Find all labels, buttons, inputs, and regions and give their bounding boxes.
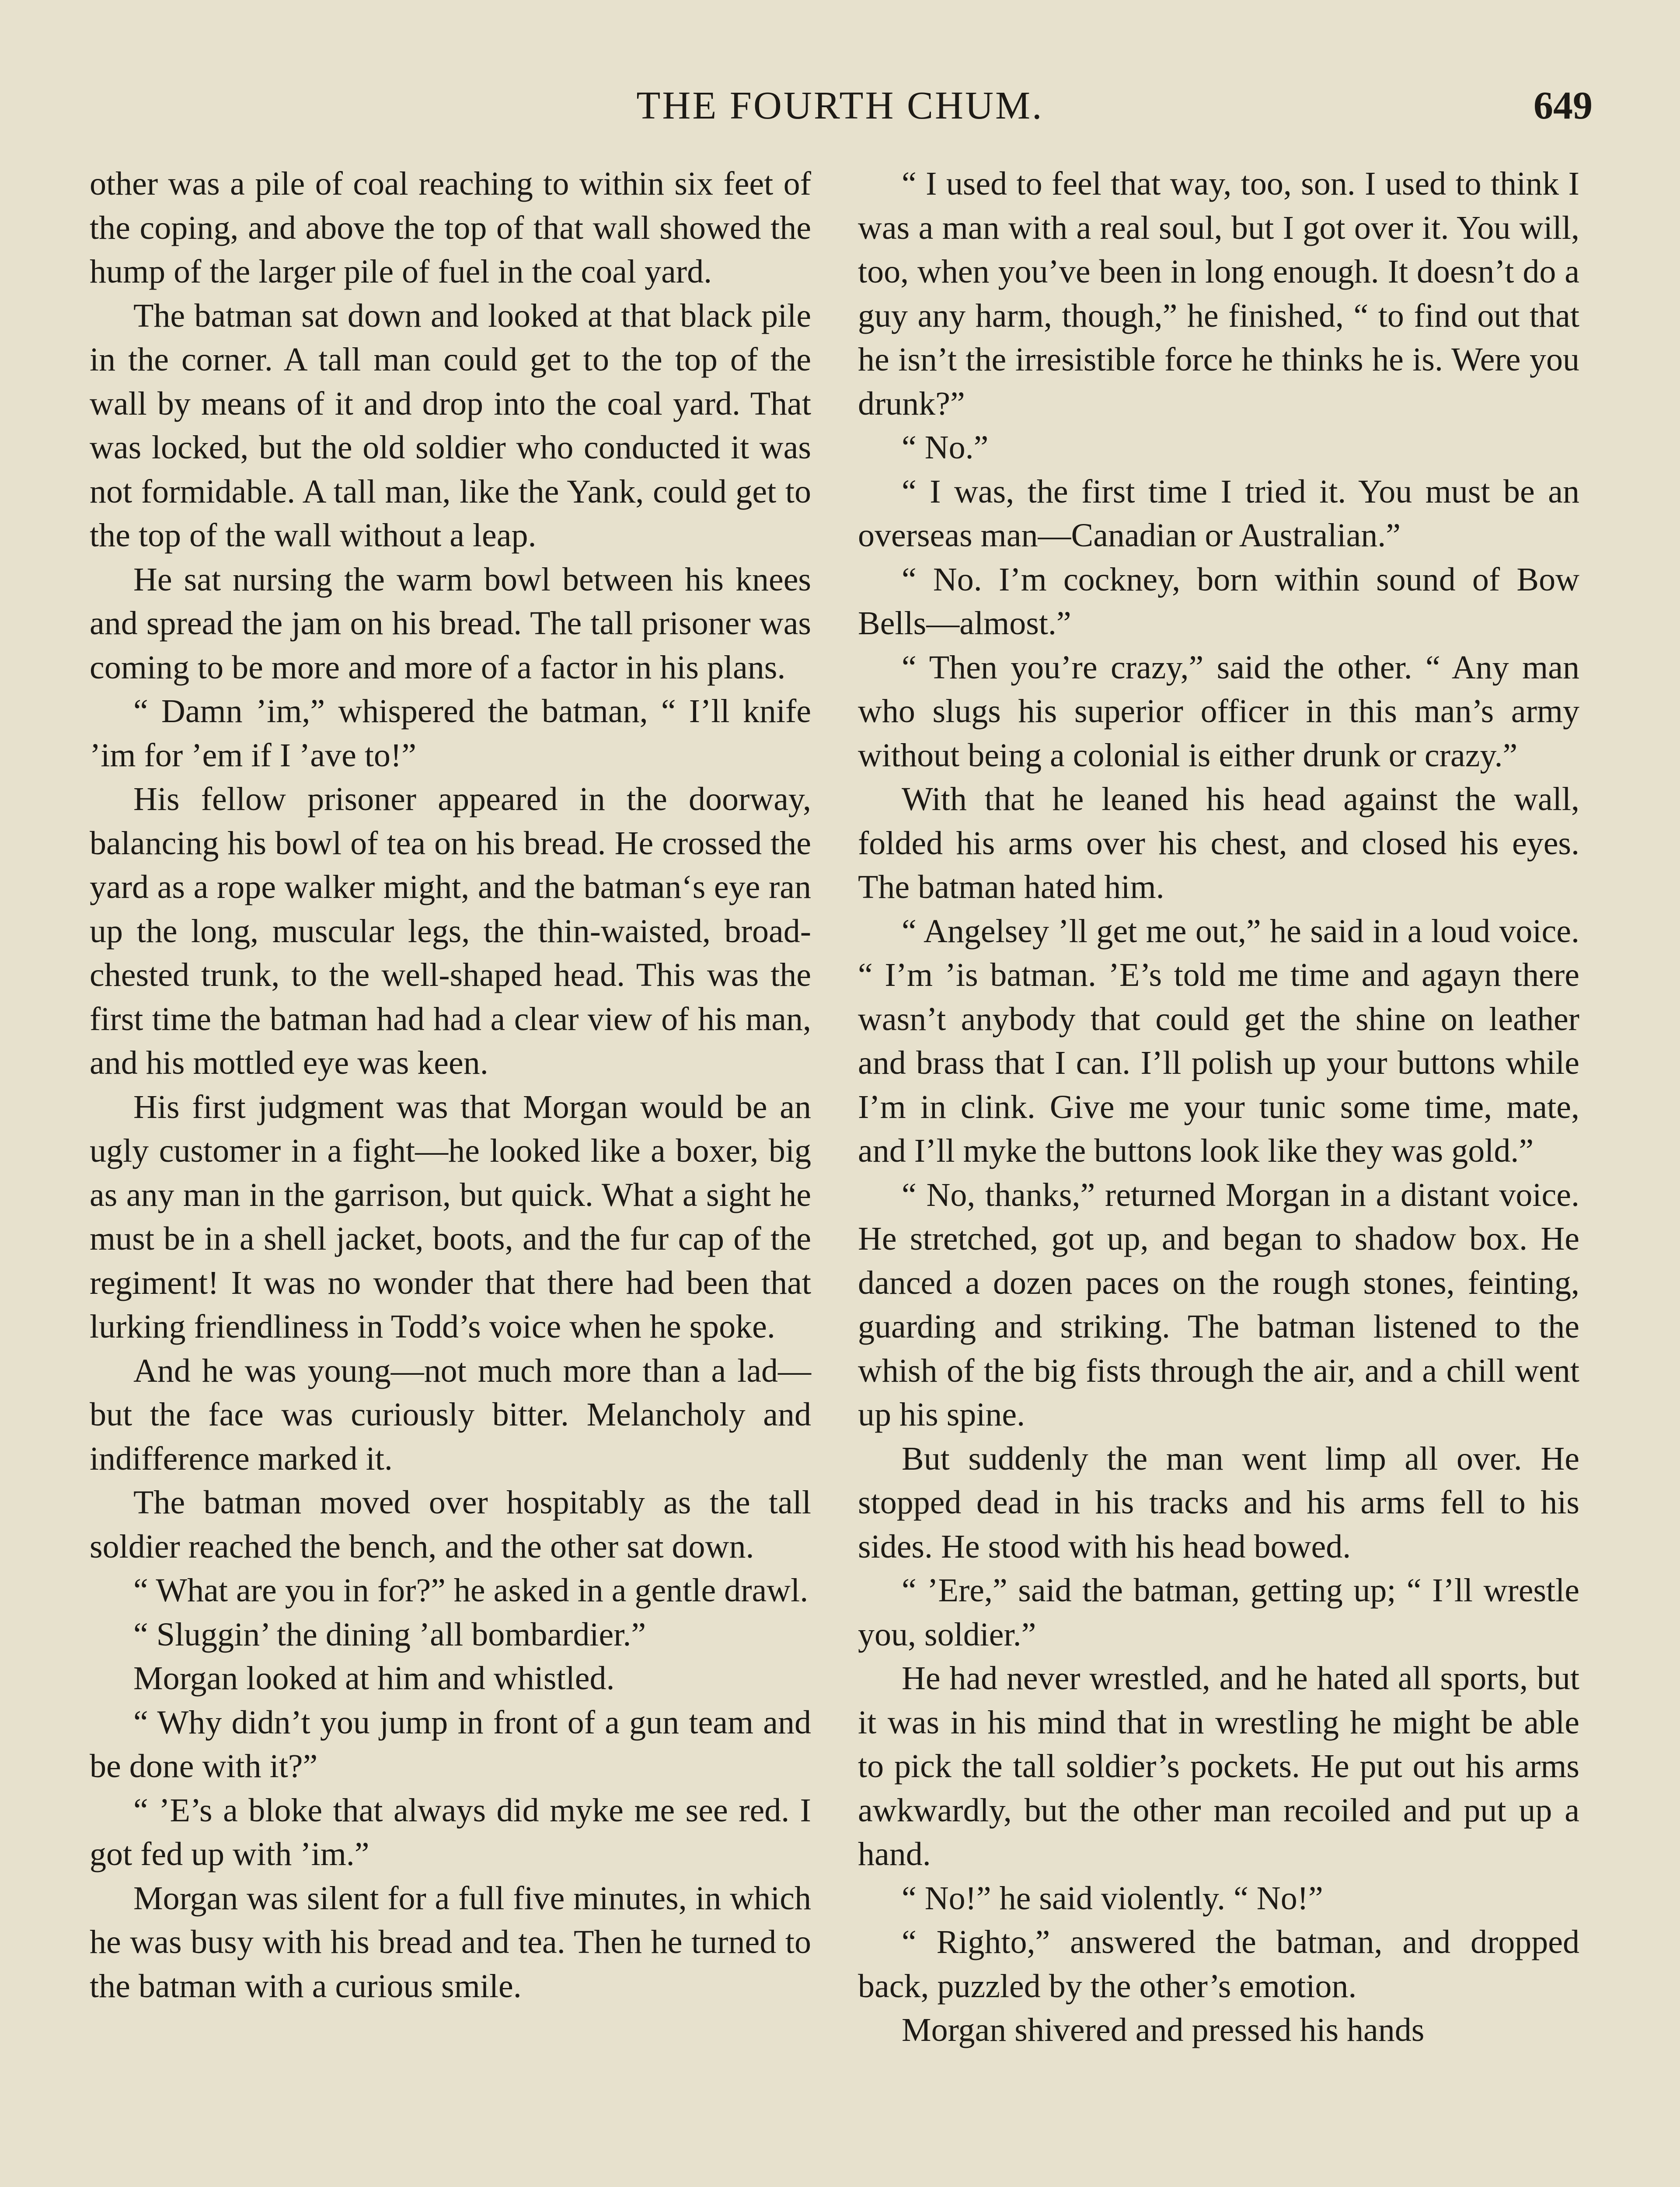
paragraph: “ No.” bbox=[902, 429, 989, 466]
paragraph: But suddenly the man went limp all over. He stopped dead in his tracks and his arms fell to his sides. He stood with his head bowed. bbox=[858, 1440, 1579, 1565]
paragraph: “ Then you’re crazy,” said the other. “ Any man who slugs his superior officer in this man’s army without being a colonial is either drunk or crazy.” bbox=[858, 649, 1579, 774]
paragraph: Morgan shivered and pressed his hands bbox=[902, 2012, 1425, 2048]
paragraph: His first judgment was that Morgan would be an ugly customer in a fight—he looked like a boxer, big as any man in the garrison, but quick. What a sight he must be in a shell jacket, boots, and the fur cap of the regiment! It was no wonder that there had been that lurking friendliness in Todd’s voice when he spoke. bbox=[90, 1088, 811, 1345]
paragraph: “ Why didn’t you jump in front of a gun team and be done with it?” bbox=[90, 1704, 811, 1785]
paragraph: He had never wrestled, and he hated all sports, but it was in his mind that in wrestling he might be able to pick the tall soldier’s pockets. He put out his arms awkwardly, but the other man recoiled and put up a hand. bbox=[858, 1660, 1579, 1873]
paragraph: “ No!” he said violently. “ No!” bbox=[902, 1880, 1323, 1917]
paragraph: other was a pile of coal reaching to within six feet of the coping, and above the top of that wall showed the hump of the larger pile of fuel in the coal yard. bbox=[90, 165, 811, 290]
page-header bbox=[87, 79, 1593, 136]
paragraph: Morgan was silent for a full five minutes, in which he was busy with his bread and tea. Then he turned to the batman with a curious smile. bbox=[90, 1880, 811, 2005]
left-column bbox=[90, 162, 811, 2008]
paragraph: “ Righto,” answered the batman, and dropped back, puzzled by the other’s emotion. bbox=[858, 1924, 1579, 2005]
paragraph: “ I was, the first time I tried it. You must be an overseas man—Canadian or Australian.” bbox=[858, 473, 1579, 554]
paragraph: “ No. I’m cockney, born within sound of Bow Bells—almost.” bbox=[858, 561, 1579, 642]
page-number: 649 bbox=[1534, 84, 1593, 127]
paragraph: “ What are you in for?” he asked in a gentle drawl. bbox=[133, 1572, 809, 1609]
paragraph: “ Sluggin’ the dining ’all bombardier.” bbox=[133, 1616, 646, 1653]
paragraph: Morgan looked at him and whistled. bbox=[133, 1660, 615, 1697]
paragraph: “ Damn ’im,” whispered the batman, “ I’ll knife ’im for ’em if I ’ave to!” bbox=[90, 693, 811, 774]
paragraph: “ ’E’s a bloke that always did myke me see red. I got fed up with ’im.” bbox=[90, 1792, 811, 1873]
paragraph: The batman moved over hospitably as the tall soldier reached the bench, and the other sat down. bbox=[90, 1484, 811, 1565]
right-column bbox=[858, 162, 1579, 2052]
paragraph: He sat nursing the warm bowl between his knees and spread the jam on his bread. The tall prisoner was coming to be more and more of a factor in his plans. bbox=[90, 561, 811, 686]
paragraph: “ No, thanks,” returned Morgan in a distant voice. He stretched, got up, and began to shadow box. He danced a dozen paces on the rough stones, feinting, guarding and striking. The batman listened to the whish of the big fists through the air, and a chill went up his spine. bbox=[858, 1176, 1579, 1433]
paragraph: The batman sat down and looked at that black pile in the corner. A tall man could get to the top of the wall by means of it and drop into the coal yard. That was locked, but the old soldier who conducted it was not formidable. A tall man, like the Yank, could get to the top of the wall without a leap. bbox=[90, 297, 811, 554]
paragraph: “ Angelsey ’ll get me out,” he said in a loud voice. “ I’m ’is batman. ’E’s told me time and agayn there wasn’t anybody that could get the shine on leather and brass that I can. I’ll polish up your buttons while I’m in clink. Give me your tunic some time, mate, and I’ll myke the buttons look like they was gold.” bbox=[858, 912, 1579, 1169]
paragraph: “ ’Ere,” said the batman, getting up; “ I’ll wrestle you, soldier.” bbox=[858, 1572, 1579, 1653]
paragraph: His fellow prisoner appeared in the doorway, balancing his bowl of tea on his bread. He crossed the yard as a rope walker might, and the batman‘s eye ran up the long, muscular legs, the thin-waisted, broad-chested trunk, to the well-shaped head. This was the first time the batman had had a clear view of his man, and his mottled eye was keen. bbox=[90, 781, 811, 1081]
paragraph: And he was young—not much more than a lad—but the face was curiously bitter. Melancholy and indifference marked it. bbox=[90, 1352, 811, 1477]
paragraph: “ I used to feel that way, too, son. I used to think I was a man with a real soul, but I got over it. You will, too, when you’ve been in long enough. It doesn’t do a guy any harm, though,” he finished, “ to find out that he isn’t the irresistible force he thinks he is. Were you drunk?” bbox=[858, 165, 1579, 422]
running-title: THE FOURTH CHUM. bbox=[636, 84, 1044, 127]
paragraph: With that he leaned his head against the wall, folded his arms over his chest, and closed his eyes. The batman hated him. bbox=[858, 781, 1579, 905]
